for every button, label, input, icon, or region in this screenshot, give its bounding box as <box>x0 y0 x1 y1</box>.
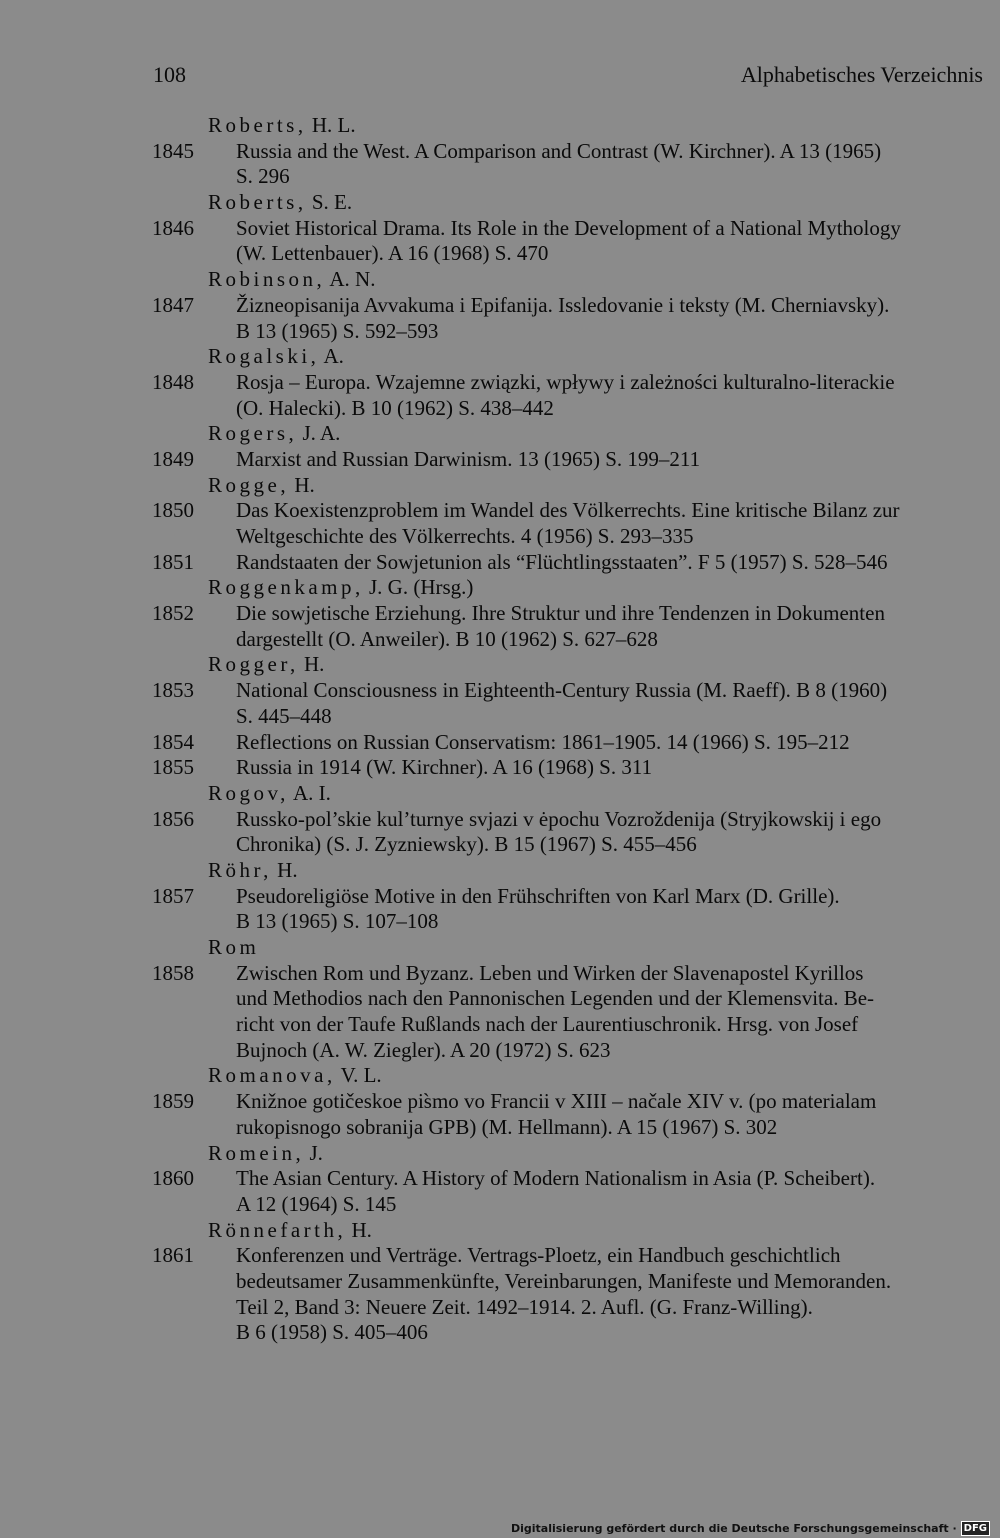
dfg-logo: DFG <box>961 1521 990 1536</box>
author-surname: Rogge, <box>208 472 290 497</box>
bibliography-entry <box>0 601 1000 652</box>
entry-line: Konferenzen und Verträge. Vertrags-Ploetz, ein Handbuch geschichtlich <box>236 1243 841 1268</box>
author-heading <box>208 344 1000 370</box>
author-surname: Romanova, <box>208 1063 336 1088</box>
author-surname: Rogov, <box>208 780 289 805</box>
entry-number: 1850 <box>152 498 194 523</box>
entry-number: 1851 <box>152 549 194 574</box>
entry-line: Pseudoreligiöse Motive in den Frühschriften von Karl Marx (D. Grille). <box>236 883 840 908</box>
entry-line: National Consciousness in Eighteenth-Century Russia (M. Raeff). B 8 (1960) <box>236 678 888 703</box>
author-heading <box>208 473 1000 499</box>
entry-line: Reflections on Russian Conservatism: 1861–1905. 14 (1966) S. 195–212 <box>236 729 850 754</box>
entry-line: B 13 (1965) S. 107–108 <box>236 909 439 934</box>
entry-number: 1855 <box>152 755 194 780</box>
bibliography-entry <box>0 678 1000 729</box>
entry-line: Zwischen Rom und Byzanz. Leben und Wirken der Slavenapostel Kyrillos <box>236 960 864 985</box>
entry-line: Randstaaten der Sowjetunion als “Flüchtlingsstaaten”. F 5 (1957) S. 528–546 <box>236 549 888 574</box>
entry-line: Weltgeschichte des Völkerrechts. 4 (1956) S. 293–335 <box>236 524 694 548</box>
author-initials: A. <box>323 344 344 369</box>
bibliography-entry <box>0 730 1000 756</box>
author-surname: Rogers, <box>208 421 298 446</box>
entry-line: Teil 2, Band 3: Neuere Zeit. 1492–1914. 2. Aufl. (G. Franz-Willing). <box>236 1294 813 1319</box>
footer <box>511 1521 990 1536</box>
bibliography-entry <box>0 755 1000 781</box>
author-initials: H. <box>277 857 298 882</box>
entry-line: Russia and the West. A Comparison and Contrast (W. Kirchner). A 13 (1965) <box>236 138 882 163</box>
author-heading <box>208 421 1000 447</box>
entry-line: A 12 (1964) S. 145 <box>236 1191 397 1216</box>
bibliography-entry <box>0 884 1000 935</box>
entry-number: 1852 <box>152 601 194 626</box>
entry-line: Russia in 1914 (W. Kirchner). A 16 (1968) S. 311 <box>236 755 653 780</box>
author-surname: Robinson, <box>208 267 326 292</box>
page-number: 108 <box>153 62 186 87</box>
author-heading <box>208 1141 1000 1167</box>
entry-line: Russko-pol’skie kul’turnye svjazi v ėpochu Vozroždenija (Stryjkowskij i ego <box>236 806 882 831</box>
author-heading <box>208 575 1000 601</box>
bibliography-entry <box>0 807 1000 858</box>
entry-line: und Methodios nach den Pannonischen Legenden und der Klemensvita. Be- <box>236 986 875 1011</box>
author-initials: H. <box>351 1217 372 1242</box>
entry-line: (W. Lettenbauer). A 16 (1968) S. 470 <box>236 241 549 266</box>
entry-line: Die sowjetische Erziehung. Ihre Struktur und ihre Tendenzen in Dokumenten <box>236 601 885 626</box>
entry-number: 1858 <box>152 960 194 985</box>
author-initials: V. L. <box>340 1063 382 1088</box>
entry-line: B 13 (1965) S. 592–593 <box>236 318 439 343</box>
entry-line: bedeutsamer Zusammenkünfte, Vereinbarungen, Manifeste und Memoranden. <box>236 1268 892 1293</box>
author-surname: Rogger, <box>208 652 299 677</box>
bibliography-entry <box>0 216 1000 267</box>
entry-line: rukopisnogo sobranija GPB) (M. Hellmann). A 15 (1967) S. 302 <box>236 1114 778 1139</box>
footer-text: Digitalisierung gefördert durch die Deutsche Forschungsgemeinschaft · <box>510 1522 957 1535</box>
entry-number: 1848 <box>152 369 194 394</box>
entry-number: 1849 <box>152 446 194 471</box>
bibliography-entry <box>0 1243 1000 1346</box>
author-initials: H. L. <box>311 113 356 137</box>
entry-number: 1861 <box>152 1243 194 1268</box>
bibliography-entry <box>0 447 1000 473</box>
entry-number: 1846 <box>152 215 194 240</box>
bibliography-entry <box>0 550 1000 576</box>
entry-number: 1860 <box>152 1166 194 1191</box>
author-initials: A. N. <box>329 267 376 292</box>
author-initials: J. G. (Hrsg.) <box>368 575 474 600</box>
entry-line: Chronika) (S. J. Zyzniewsky). B 15 (1967) S. 455–456 <box>236 832 697 857</box>
author-surname: Roberts, <box>208 190 307 215</box>
entry-line: richt von der Taufe Rußlands nach der Laurentiuschronik. Hrsg. von Josef <box>236 1012 859 1037</box>
entry-line: Marxist and Russian Darwinism. 13 (1965) S. 199–211 <box>236 446 701 471</box>
author-initials: H. <box>303 652 325 677</box>
bibliography-entry <box>0 1166 1000 1217</box>
author-heading <box>208 781 1000 807</box>
author-heading <box>208 1218 1000 1244</box>
entry-line: S. 296 <box>236 164 290 189</box>
entry-line: The Asian Century. A History of Modern Nationalism in Asia (P. Scheibert). <box>236 1166 876 1191</box>
author-initials: H. <box>294 472 315 497</box>
entry-line: S. 445–448 <box>236 703 332 728</box>
entry-line: Žizneopisanija Avvakuma i Epifanija. Issledovanie i teksty (M. Cherniavsky). <box>236 292 890 317</box>
running-title: Alphabetisches Verzeichnis <box>740 62 983 87</box>
bibliography-entry <box>0 498 1000 549</box>
entry-line: Bujnoch (A. W. Ziegler). A 20 (1972) S. 623 <box>236 1037 611 1062</box>
page-header <box>153 62 983 92</box>
author-initials: S. E. <box>311 190 353 215</box>
bibliography-entry <box>0 139 1000 190</box>
author-heading <box>208 858 1000 884</box>
author-initials: J. <box>309 1140 323 1165</box>
entry-line: B 6 (1958) S. 405–406 <box>236 1320 428 1345</box>
author-surname: Rönnefarth, <box>208 1217 347 1242</box>
author-surname: Röhr, <box>208 857 272 882</box>
entry-line: Das Koexistenzproblem im Wandel des Völkerrechts. Eine kritische Bilanz zur <box>236 498 900 523</box>
entry-number: 1857 <box>152 883 194 908</box>
bibliography-entry <box>0 370 1000 421</box>
entry-line: dargestellt (O. Anweiler). B 10 (1962) S. 627–628 <box>236 626 658 651</box>
index-entries <box>0 113 1000 1346</box>
author-surname: Roggenkamp, <box>208 575 364 600</box>
entry-number: 1859 <box>152 1089 194 1114</box>
entry-line: Soviet Historical Drama. Its Role in the Development of a National Mythology <box>236 215 901 240</box>
author-heading <box>208 935 1000 961</box>
author-initials: J. A. <box>302 421 341 446</box>
author-surname: Romein, <box>208 1140 305 1165</box>
entry-number: 1845 <box>152 138 194 163</box>
author-surname: Rom <box>208 935 260 959</box>
entry-number: 1853 <box>152 678 194 703</box>
author-surname: Rogalski, <box>208 344 320 369</box>
author-heading <box>208 267 1000 293</box>
entry-line: Rosja – Europa. Wzajemne związki, wpływy i zależności kulturalno-literackie <box>236 369 895 394</box>
author-initials: A. I. <box>293 780 331 805</box>
entry-line: Knižnoe gotičeskoe pis̀mo vo Francii v XIII – načale XIV v. (po materialam <box>236 1089 877 1114</box>
entry-number: 1854 <box>152 729 194 754</box>
author-heading <box>208 190 1000 216</box>
author-heading <box>208 113 1000 139</box>
bibliography-entry <box>0 293 1000 344</box>
bibliography-entry <box>0 961 1000 1064</box>
entry-number: 1847 <box>152 292 194 317</box>
bibliography-entry <box>0 1089 1000 1140</box>
author-surname: Roberts, <box>208 113 307 137</box>
author-heading <box>208 1063 1000 1089</box>
entry-number: 1856 <box>152 806 194 831</box>
entry-line: (O. Halecki). B 10 (1962) S. 438–442 <box>236 395 554 420</box>
author-heading <box>208 652 1000 678</box>
